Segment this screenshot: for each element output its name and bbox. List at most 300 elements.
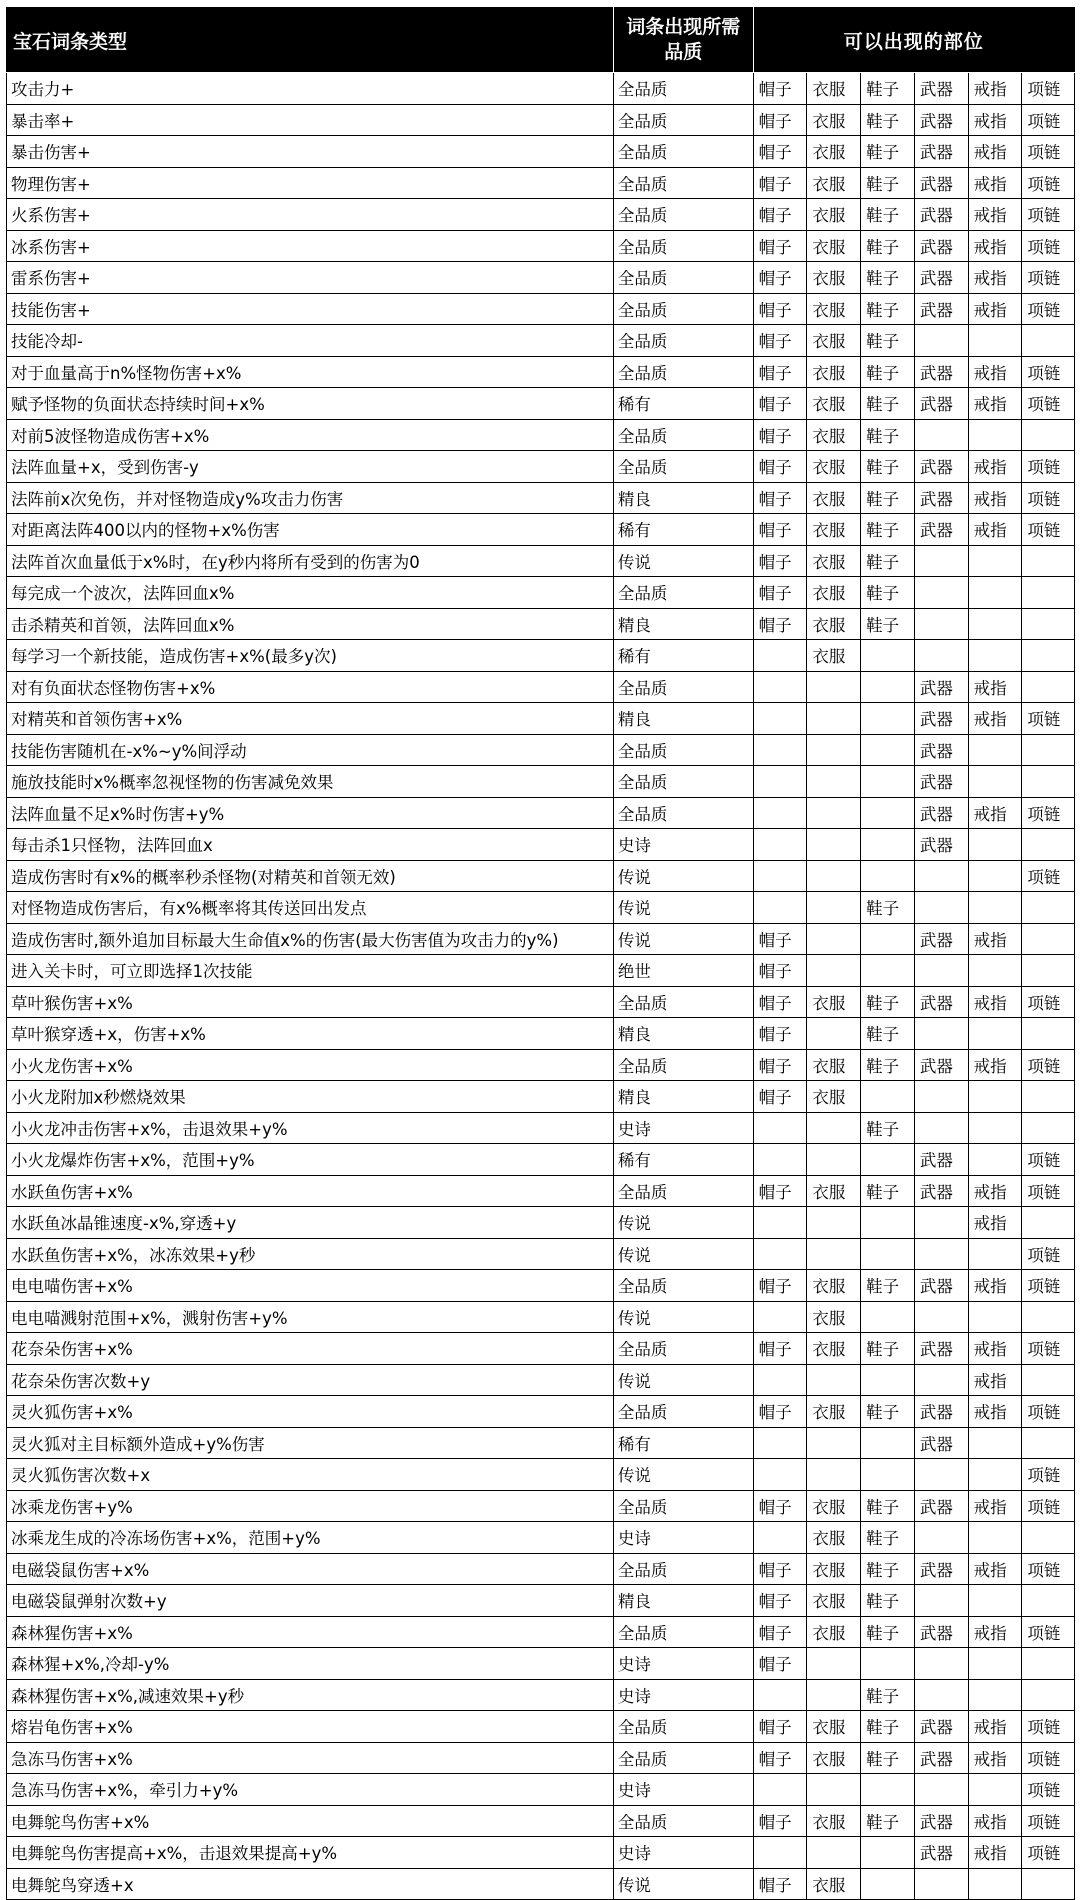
table-row bbox=[7, 766, 1075, 798]
affix-name-cell: 小火龙爆炸伤害+x%，范围+y% bbox=[7, 1144, 614, 1176]
slot-cell: 衣服 bbox=[807, 1585, 861, 1617]
slot-cell: 武器 bbox=[914, 734, 968, 766]
slot-cell: 衣服 bbox=[807, 356, 861, 388]
slot-cell bbox=[807, 1837, 861, 1869]
slot-cell: 帽子 bbox=[753, 1049, 807, 1081]
table-row bbox=[7, 73, 1075, 105]
slot-cell: 项链 bbox=[1022, 1238, 1075, 1270]
slot-cell: 衣服 bbox=[807, 262, 861, 294]
slot-cell bbox=[861, 671, 915, 703]
slot-cell: 衣服 bbox=[807, 1868, 861, 1900]
quality-cell: 精良 bbox=[613, 1081, 753, 1113]
affix-name-cell: 法阵首次血量低于x%时，在y秒内将所有受到的伤害为0 bbox=[7, 545, 614, 577]
slot-cell: 戒指 bbox=[968, 1553, 1022, 1585]
slot-cell: 项链 bbox=[1022, 797, 1075, 829]
affix-name-cell: 灵火狐伤害次数+x bbox=[7, 1459, 614, 1491]
quality-cell: 稀有 bbox=[613, 1427, 753, 1459]
slot-cell: 武器 bbox=[914, 388, 968, 420]
slot-cell bbox=[968, 829, 1022, 861]
slot-cell: 帽子 bbox=[753, 1868, 807, 1900]
quality-cell: 全品质 bbox=[613, 797, 753, 829]
affix-name-cell: 赋予怪物的负面状态持续时间+x% bbox=[7, 388, 614, 420]
slot-cell: 戒指 bbox=[968, 1396, 1022, 1428]
slot-cell: 鞋子 bbox=[861, 577, 915, 609]
slot-cell: 戒指 bbox=[968, 1616, 1022, 1648]
slot-cell: 衣服 bbox=[807, 1270, 861, 1302]
table-row bbox=[7, 1679, 1075, 1711]
slot-cell: 武器 bbox=[914, 703, 968, 735]
quality-cell: 全品质 bbox=[613, 766, 753, 798]
slot-cell: 项链 bbox=[1022, 1774, 1075, 1806]
slot-cell bbox=[861, 640, 915, 672]
slot-cell bbox=[914, 1648, 968, 1680]
quality-cell: 全品质 bbox=[613, 1333, 753, 1365]
slot-cell: 帽子 bbox=[753, 1490, 807, 1522]
slot-cell: 项链 bbox=[1022, 1333, 1075, 1365]
slot-cell bbox=[1022, 671, 1075, 703]
slot-cell: 戒指 bbox=[968, 1742, 1022, 1774]
slot-cell: 戒指 bbox=[968, 797, 1022, 829]
quality-cell: 全品质 bbox=[613, 1553, 753, 1585]
slot-cell: 戒指 bbox=[968, 923, 1022, 955]
slot-cell: 鞋子 bbox=[861, 1018, 915, 1050]
slot-cell: 武器 bbox=[914, 1490, 968, 1522]
slot-cell: 衣服 bbox=[807, 608, 861, 640]
slot-cell: 武器 bbox=[914, 1553, 968, 1585]
affix-name-cell: 法阵血量+x，受到伤害-y bbox=[7, 451, 614, 483]
header-quality-line2: 品质 bbox=[664, 41, 703, 63]
table-row bbox=[7, 640, 1075, 672]
table-row bbox=[7, 1238, 1075, 1270]
slot-cell bbox=[1022, 1081, 1075, 1113]
slot-cell: 项链 bbox=[1022, 451, 1075, 483]
slot-cell: 鞋子 bbox=[861, 1522, 915, 1554]
slot-cell bbox=[753, 1112, 807, 1144]
slot-cell: 戒指 bbox=[968, 230, 1022, 262]
slot-cell bbox=[968, 1648, 1022, 1680]
slot-cell: 项链 bbox=[1022, 388, 1075, 420]
slot-cell bbox=[968, 325, 1022, 357]
quality-cell: 稀有 bbox=[613, 388, 753, 420]
quality-cell: 传说 bbox=[613, 1238, 753, 1270]
table-row bbox=[7, 892, 1075, 924]
slot-cell: 鞋子 bbox=[861, 1049, 915, 1081]
affix-name-cell: 对距离法阵400以内的怪物+x%伤害 bbox=[7, 514, 614, 546]
slot-cell bbox=[807, 797, 861, 829]
quality-cell: 全品质 bbox=[613, 1742, 753, 1774]
slot-cell: 鞋子 bbox=[861, 451, 915, 483]
slot-cell bbox=[968, 1112, 1022, 1144]
affix-name-cell: 击杀精英和首领，法阵回血x% bbox=[7, 608, 614, 640]
slot-cell: 鞋子 bbox=[861, 262, 915, 294]
affix-name-cell: 进入关卡时，可立即选择1次技能 bbox=[7, 955, 614, 987]
slot-cell: 武器 bbox=[914, 1396, 968, 1428]
slot-cell: 武器 bbox=[914, 671, 968, 703]
slot-cell bbox=[807, 860, 861, 892]
slot-cell: 戒指 bbox=[968, 986, 1022, 1018]
table-row bbox=[7, 136, 1075, 168]
slot-cell bbox=[968, 1238, 1022, 1270]
slot-cell bbox=[753, 640, 807, 672]
slot-cell bbox=[1022, 955, 1075, 987]
slot-cell: 帽子 bbox=[753, 293, 807, 325]
slot-cell bbox=[968, 1018, 1022, 1050]
slot-cell bbox=[861, 1364, 915, 1396]
affix-name-cell: 对于血量高于n%怪物伤害+x% bbox=[7, 356, 614, 388]
slot-cell bbox=[753, 671, 807, 703]
slot-cell bbox=[914, 1112, 968, 1144]
quality-cell: 全品质 bbox=[613, 325, 753, 357]
table-row bbox=[7, 608, 1075, 640]
quality-cell: 全品质 bbox=[613, 199, 753, 231]
slot-cell bbox=[861, 1144, 915, 1176]
quality-cell: 传说 bbox=[613, 892, 753, 924]
slot-cell bbox=[753, 1364, 807, 1396]
slot-cell: 戒指 bbox=[968, 199, 1022, 231]
slot-cell bbox=[1022, 734, 1075, 766]
slot-cell bbox=[968, 1459, 1022, 1491]
slot-cell: 项链 bbox=[1022, 703, 1075, 735]
table-row bbox=[7, 1207, 1075, 1239]
slot-cell: 鞋子 bbox=[861, 325, 915, 357]
gem-affix-table bbox=[6, 7, 1075, 1900]
slot-cell: 衣服 bbox=[807, 1742, 861, 1774]
slot-cell: 武器 bbox=[914, 136, 968, 168]
slot-cell: 戒指 bbox=[968, 703, 1022, 735]
slot-cell: 项链 bbox=[1022, 199, 1075, 231]
slot-cell bbox=[807, 1144, 861, 1176]
table-row bbox=[7, 1459, 1075, 1491]
table-row bbox=[7, 1049, 1075, 1081]
slot-cell bbox=[914, 1081, 968, 1113]
affix-name-cell: 小火龙附加x秒燃烧效果 bbox=[7, 1081, 614, 1113]
table-row bbox=[7, 1333, 1075, 1365]
slot-cell: 帽子 bbox=[753, 1333, 807, 1365]
affix-name-cell: 水跃鱼冰晶锥速度-x%,穿透+y bbox=[7, 1207, 614, 1239]
slot-cell: 帽子 bbox=[753, 262, 807, 294]
slot-cell bbox=[1022, 1112, 1075, 1144]
slot-cell: 戒指 bbox=[968, 482, 1022, 514]
affix-name-cell: 技能冷却- bbox=[7, 325, 614, 357]
table-row bbox=[7, 230, 1075, 262]
slot-cell: 鞋子 bbox=[861, 104, 915, 136]
slot-cell bbox=[861, 829, 915, 861]
table-row bbox=[7, 1868, 1075, 1900]
slot-cell bbox=[968, 1301, 1022, 1333]
slot-cell bbox=[753, 1522, 807, 1554]
affix-name-cell: 电磁袋鼠伤害+x% bbox=[7, 1553, 614, 1585]
table-row bbox=[7, 356, 1075, 388]
table-row bbox=[7, 1144, 1075, 1176]
slot-cell: 项链 bbox=[1022, 262, 1075, 294]
slot-cell bbox=[914, 1459, 968, 1491]
slot-cell bbox=[807, 1774, 861, 1806]
slot-cell bbox=[914, 640, 968, 672]
affix-name-cell: 草叶猴伤害+x% bbox=[7, 986, 614, 1018]
slot-cell bbox=[914, 1364, 968, 1396]
affix-name-cell: 电电喵溅射范围+x%，溅射伤害+y% bbox=[7, 1301, 614, 1333]
table-row bbox=[7, 1711, 1075, 1743]
table-row bbox=[7, 1774, 1075, 1806]
slot-cell: 衣服 bbox=[807, 167, 861, 199]
slot-cell bbox=[861, 1868, 915, 1900]
slot-cell: 帽子 bbox=[753, 955, 807, 987]
slot-cell bbox=[861, 797, 915, 829]
slot-cell bbox=[968, 766, 1022, 798]
slot-cell: 鞋子 bbox=[861, 1270, 915, 1302]
slot-cell: 鞋子 bbox=[861, 545, 915, 577]
slot-cell: 鞋子 bbox=[861, 608, 915, 640]
slot-cell bbox=[753, 734, 807, 766]
table-row bbox=[7, 734, 1075, 766]
quality-cell: 全品质 bbox=[613, 1175, 753, 1207]
affix-name-cell: 森林猩伤害+x% bbox=[7, 1616, 614, 1648]
slot-cell: 项链 bbox=[1022, 1711, 1075, 1743]
slot-cell: 戒指 bbox=[968, 1711, 1022, 1743]
slot-cell bbox=[753, 1427, 807, 1459]
slot-cell: 戒指 bbox=[968, 293, 1022, 325]
table-row bbox=[7, 1616, 1075, 1648]
quality-cell: 全品质 bbox=[613, 1270, 753, 1302]
slot-cell bbox=[914, 1585, 968, 1617]
slot-cell: 鞋子 bbox=[861, 1490, 915, 1522]
slot-cell: 武器 bbox=[914, 1049, 968, 1081]
slot-cell bbox=[861, 703, 915, 735]
slot-cell bbox=[1022, 1868, 1075, 1900]
slot-cell: 武器 bbox=[914, 1837, 968, 1869]
affix-name-cell: 森林猩伤害+x%,减速效果+y秒 bbox=[7, 1679, 614, 1711]
slot-cell: 衣服 bbox=[807, 136, 861, 168]
slot-cell bbox=[1022, 1301, 1075, 1333]
slot-cell bbox=[807, 1112, 861, 1144]
slot-cell bbox=[807, 1364, 861, 1396]
quality-cell: 精良 bbox=[613, 703, 753, 735]
affix-name-cell: 对精英和首领伤害+x% bbox=[7, 703, 614, 735]
slot-cell bbox=[753, 1207, 807, 1239]
slot-cell bbox=[861, 1459, 915, 1491]
slot-cell: 武器 bbox=[914, 73, 968, 105]
slot-cell: 帽子 bbox=[753, 514, 807, 546]
slot-cell bbox=[914, 1238, 968, 1270]
slot-cell: 鞋子 bbox=[861, 199, 915, 231]
affix-name-cell: 对怪物造成伤害后，有x%概率将其传送回出发点 bbox=[7, 892, 614, 924]
slot-cell: 鞋子 bbox=[861, 1553, 915, 1585]
quality-cell: 全品质 bbox=[613, 136, 753, 168]
slot-cell bbox=[1022, 1018, 1075, 1050]
slot-cell bbox=[968, 1774, 1022, 1806]
table-row bbox=[7, 451, 1075, 483]
slot-cell: 衣服 bbox=[807, 1396, 861, 1428]
quality-cell: 全品质 bbox=[613, 451, 753, 483]
affix-name-cell: 暴击伤害+ bbox=[7, 136, 614, 168]
table-row bbox=[7, 514, 1075, 546]
table-row bbox=[7, 388, 1075, 420]
quality-cell: 精良 bbox=[613, 608, 753, 640]
gem-affix-sheet bbox=[6, 7, 1075, 1895]
quality-cell: 史诗 bbox=[613, 1112, 753, 1144]
slot-cell: 鞋子 bbox=[861, 356, 915, 388]
quality-cell: 全品质 bbox=[613, 419, 753, 451]
slot-cell: 武器 bbox=[914, 1427, 968, 1459]
slot-cell: 戒指 bbox=[968, 1333, 1022, 1365]
affix-name-cell: 电磁袋鼠弹射次数+y bbox=[7, 1585, 614, 1617]
slot-cell bbox=[914, 860, 968, 892]
slot-cell: 戒指 bbox=[968, 356, 1022, 388]
quality-cell: 精良 bbox=[613, 1018, 753, 1050]
slot-cell bbox=[861, 1207, 915, 1239]
quality-cell: 全品质 bbox=[613, 104, 753, 136]
slot-cell bbox=[968, 734, 1022, 766]
slot-cell bbox=[914, 955, 968, 987]
slot-cell: 鞋子 bbox=[861, 1585, 915, 1617]
table-row bbox=[7, 1837, 1075, 1869]
affix-name-cell: 雷系伤害+ bbox=[7, 262, 614, 294]
slot-cell bbox=[861, 1238, 915, 1270]
affix-name-cell: 冰乘龙伤害+y% bbox=[7, 1490, 614, 1522]
table-row bbox=[7, 797, 1075, 829]
slot-cell bbox=[807, 892, 861, 924]
slot-cell bbox=[914, 1301, 968, 1333]
affix-name-cell: 熔岩龟伤害+x% bbox=[7, 1711, 614, 1743]
slot-cell: 戒指 bbox=[968, 73, 1022, 105]
quality-cell: 史诗 bbox=[613, 1774, 753, 1806]
slot-cell: 武器 bbox=[914, 1711, 968, 1743]
slot-cell: 武器 bbox=[914, 167, 968, 199]
slot-cell: 帽子 bbox=[753, 1648, 807, 1680]
affix-name-cell: 急冻马伤害+x% bbox=[7, 1742, 614, 1774]
slot-cell: 帽子 bbox=[753, 1396, 807, 1428]
slot-cell: 帽子 bbox=[753, 1742, 807, 1774]
affix-name-cell: 灵火狐伤害+x% bbox=[7, 1396, 614, 1428]
slot-cell: 衣服 bbox=[807, 230, 861, 262]
quality-cell: 全品质 bbox=[613, 1711, 753, 1743]
table-row bbox=[7, 1270, 1075, 1302]
slot-cell: 帽子 bbox=[753, 388, 807, 420]
affix-name-cell: 攻击力+ bbox=[7, 73, 614, 105]
quality-cell: 全品质 bbox=[613, 1049, 753, 1081]
slot-cell: 帽子 bbox=[753, 482, 807, 514]
slot-cell: 戒指 bbox=[968, 1207, 1022, 1239]
table-row bbox=[7, 199, 1075, 231]
slot-cell: 帽子 bbox=[753, 230, 807, 262]
slot-cell bbox=[861, 1648, 915, 1680]
table-row bbox=[7, 293, 1075, 325]
slot-cell: 衣服 bbox=[807, 545, 861, 577]
slot-cell bbox=[807, 955, 861, 987]
slot-cell: 武器 bbox=[914, 797, 968, 829]
slot-cell bbox=[861, 923, 915, 955]
slot-cell: 武器 bbox=[914, 199, 968, 231]
slot-cell bbox=[968, 860, 1022, 892]
slot-cell: 武器 bbox=[914, 262, 968, 294]
table-row bbox=[7, 1805, 1075, 1837]
slot-cell: 帽子 bbox=[753, 419, 807, 451]
table-body bbox=[7, 73, 1075, 1900]
slot-cell: 鞋子 bbox=[861, 1805, 915, 1837]
slot-cell bbox=[914, 325, 968, 357]
slot-cell bbox=[1022, 608, 1075, 640]
slot-cell: 帽子 bbox=[753, 451, 807, 483]
quality-cell: 全品质 bbox=[613, 230, 753, 262]
slot-cell bbox=[914, 545, 968, 577]
slot-cell: 鞋子 bbox=[861, 1679, 915, 1711]
slot-cell bbox=[753, 1238, 807, 1270]
slot-cell: 帽子 bbox=[753, 104, 807, 136]
slot-cell: 衣服 bbox=[807, 1081, 861, 1113]
slot-cell: 帽子 bbox=[753, 325, 807, 357]
slot-cell: 帽子 bbox=[753, 1175, 807, 1207]
table-row bbox=[7, 955, 1075, 987]
affix-name-cell: 花奈朵伤害次数+y bbox=[7, 1364, 614, 1396]
quality-cell: 史诗 bbox=[613, 829, 753, 861]
slot-cell: 衣服 bbox=[807, 1711, 861, 1743]
affix-name-cell: 造成伤害时有x%的概率秒杀怪物(对精英和首领无效) bbox=[7, 860, 614, 892]
quality-cell: 全品质 bbox=[613, 986, 753, 1018]
slot-cell: 武器 bbox=[914, 230, 968, 262]
slot-cell: 武器 bbox=[914, 923, 968, 955]
slot-cell bbox=[914, 1774, 968, 1806]
slot-cell bbox=[807, 829, 861, 861]
slot-cell: 衣服 bbox=[807, 1805, 861, 1837]
slot-cell bbox=[807, 766, 861, 798]
table-row bbox=[7, 325, 1075, 357]
affix-name-cell: 对前5波怪物造成伤害+x% bbox=[7, 419, 614, 451]
affix-name-cell: 草叶猴穿透+x，伤害+x% bbox=[7, 1018, 614, 1050]
table-row bbox=[7, 545, 1075, 577]
affix-name-cell: 物理伤害+ bbox=[7, 167, 614, 199]
slot-cell: 武器 bbox=[914, 451, 968, 483]
slot-cell: 项链 bbox=[1022, 167, 1075, 199]
slot-cell bbox=[968, 545, 1022, 577]
slot-cell bbox=[861, 1301, 915, 1333]
affix-name-cell: 急冻马伤害+x%，牵引力+y% bbox=[7, 1774, 614, 1806]
slot-cell: 武器 bbox=[914, 1333, 968, 1365]
slot-cell: 帽子 bbox=[753, 73, 807, 105]
quality-cell: 传说 bbox=[613, 1207, 753, 1239]
affix-name-cell: 每学习一个新技能，造成伤害+x%(最多y次) bbox=[7, 640, 614, 672]
slot-cell: 鞋子 bbox=[861, 514, 915, 546]
slot-cell bbox=[753, 829, 807, 861]
header-affix-type: 宝石词条类型 bbox=[7, 8, 614, 73]
slot-cell bbox=[968, 1427, 1022, 1459]
slot-cell: 项链 bbox=[1022, 104, 1075, 136]
affix-name-cell: 造成伤害时,额外追加目标最大生命值x%的伤害(最大伤害值为攻击力的y%) bbox=[7, 923, 614, 955]
slot-cell: 帽子 bbox=[753, 1270, 807, 1302]
slot-cell: 鞋子 bbox=[861, 1742, 915, 1774]
affix-name-cell: 电舞鸵鸟伤害提高+x%，击退效果提高+y% bbox=[7, 1837, 614, 1869]
slot-cell: 帽子 bbox=[753, 1018, 807, 1050]
slot-cell: 衣服 bbox=[807, 514, 861, 546]
slot-cell bbox=[968, 1522, 1022, 1554]
slot-cell bbox=[968, 892, 1022, 924]
quality-cell: 全品质 bbox=[613, 1396, 753, 1428]
slot-cell: 项链 bbox=[1022, 1837, 1075, 1869]
slot-cell: 项链 bbox=[1022, 73, 1075, 105]
slot-cell bbox=[807, 1238, 861, 1270]
quality-cell: 全品质 bbox=[613, 577, 753, 609]
slot-cell bbox=[753, 797, 807, 829]
table-row bbox=[7, 1364, 1075, 1396]
slot-cell: 衣服 bbox=[807, 199, 861, 231]
quality-cell: 传说 bbox=[613, 860, 753, 892]
slot-cell: 鞋子 bbox=[861, 73, 915, 105]
table-row bbox=[7, 986, 1075, 1018]
header-row bbox=[7, 8, 1075, 73]
slot-cell: 戒指 bbox=[968, 1270, 1022, 1302]
slot-cell bbox=[968, 1081, 1022, 1113]
quality-cell: 全品质 bbox=[613, 1490, 753, 1522]
affix-name-cell: 森林猩+x%,冷却-y% bbox=[7, 1648, 614, 1680]
